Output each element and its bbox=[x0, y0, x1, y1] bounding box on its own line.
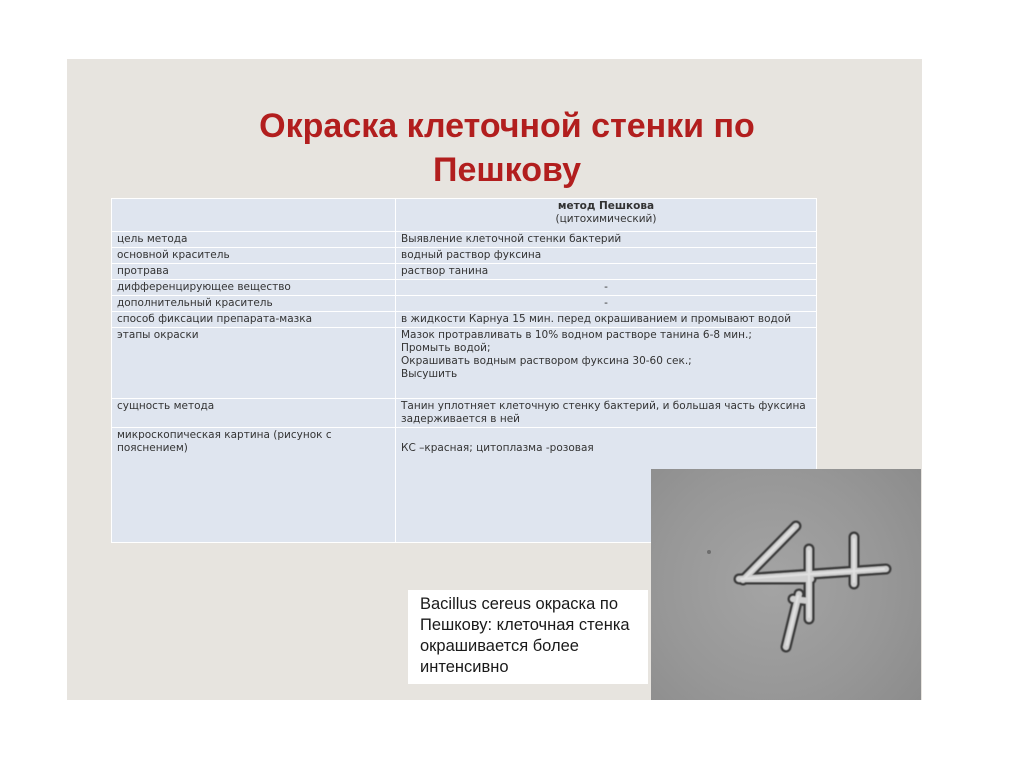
table-row bbox=[112, 264, 817, 280]
image-caption: Bacillus cereus окраска по Пешкову: клеточная стенка окрашивается более интенсивно bbox=[408, 590, 648, 684]
table-row bbox=[112, 296, 817, 312]
header-empty-cell bbox=[112, 199, 396, 232]
slide-title: Окраска клеточной стенки по Пешкову bbox=[259, 107, 755, 189]
method-type: (цитохимический) bbox=[555, 213, 657, 225]
table-row bbox=[112, 280, 817, 296]
table-row bbox=[112, 248, 817, 264]
table-row bbox=[112, 312, 817, 328]
table-row bbox=[112, 328, 817, 399]
row-label: цель метода bbox=[112, 232, 396, 248]
row-label: микроскопическая картина (рисунок с пояснением) bbox=[112, 428, 396, 543]
row-value: в жидкости Карнуа 15 мин. перед окрашиванием и промывают водой bbox=[396, 312, 817, 328]
row-label: протрава bbox=[112, 264, 396, 280]
table-header-row bbox=[112, 199, 817, 232]
step-line: Высушить bbox=[401, 368, 458, 380]
row-value: раствор танина bbox=[396, 264, 817, 280]
header-method-cell bbox=[396, 199, 817, 232]
row-value-steps bbox=[396, 328, 817, 399]
step-line: Мазок протравливать в 10% водном растворе танина 6-8 мин.; bbox=[401, 329, 752, 341]
row-label: способ фиксации препарата-мазка bbox=[112, 312, 396, 328]
debris-dot bbox=[707, 550, 711, 554]
row-label: дифференцирующее вещество bbox=[112, 280, 396, 296]
row-value: водный раствор фуксина bbox=[396, 248, 817, 264]
micrograph-image bbox=[651, 469, 921, 700]
row-label: основной краситель bbox=[112, 248, 396, 264]
row-value-text: КС –красная; цитоплазма -розовая bbox=[401, 442, 594, 454]
row-value: - bbox=[396, 280, 817, 296]
row-label: сущность метода bbox=[112, 399, 396, 428]
step-line: Окрашивать водным раствором фуксина 30-60 сек.; bbox=[401, 355, 692, 367]
method-name: метод Пешкова bbox=[557, 200, 655, 212]
row-value: Выявление клеточной стенки бактерий bbox=[396, 232, 817, 248]
bacteria-illustration bbox=[651, 469, 921, 700]
row-value: - bbox=[396, 296, 817, 312]
step-line: Промыть водой; bbox=[401, 342, 491, 354]
row-label: этапы окраски bbox=[112, 328, 396, 399]
table-row bbox=[112, 399, 817, 428]
table-row bbox=[112, 232, 817, 248]
row-value: Танин уплотняет клеточную стенку бактерий, и большая часть фуксина задерживается в ней bbox=[396, 399, 817, 428]
row-label: дополнительный краситель bbox=[112, 296, 396, 312]
